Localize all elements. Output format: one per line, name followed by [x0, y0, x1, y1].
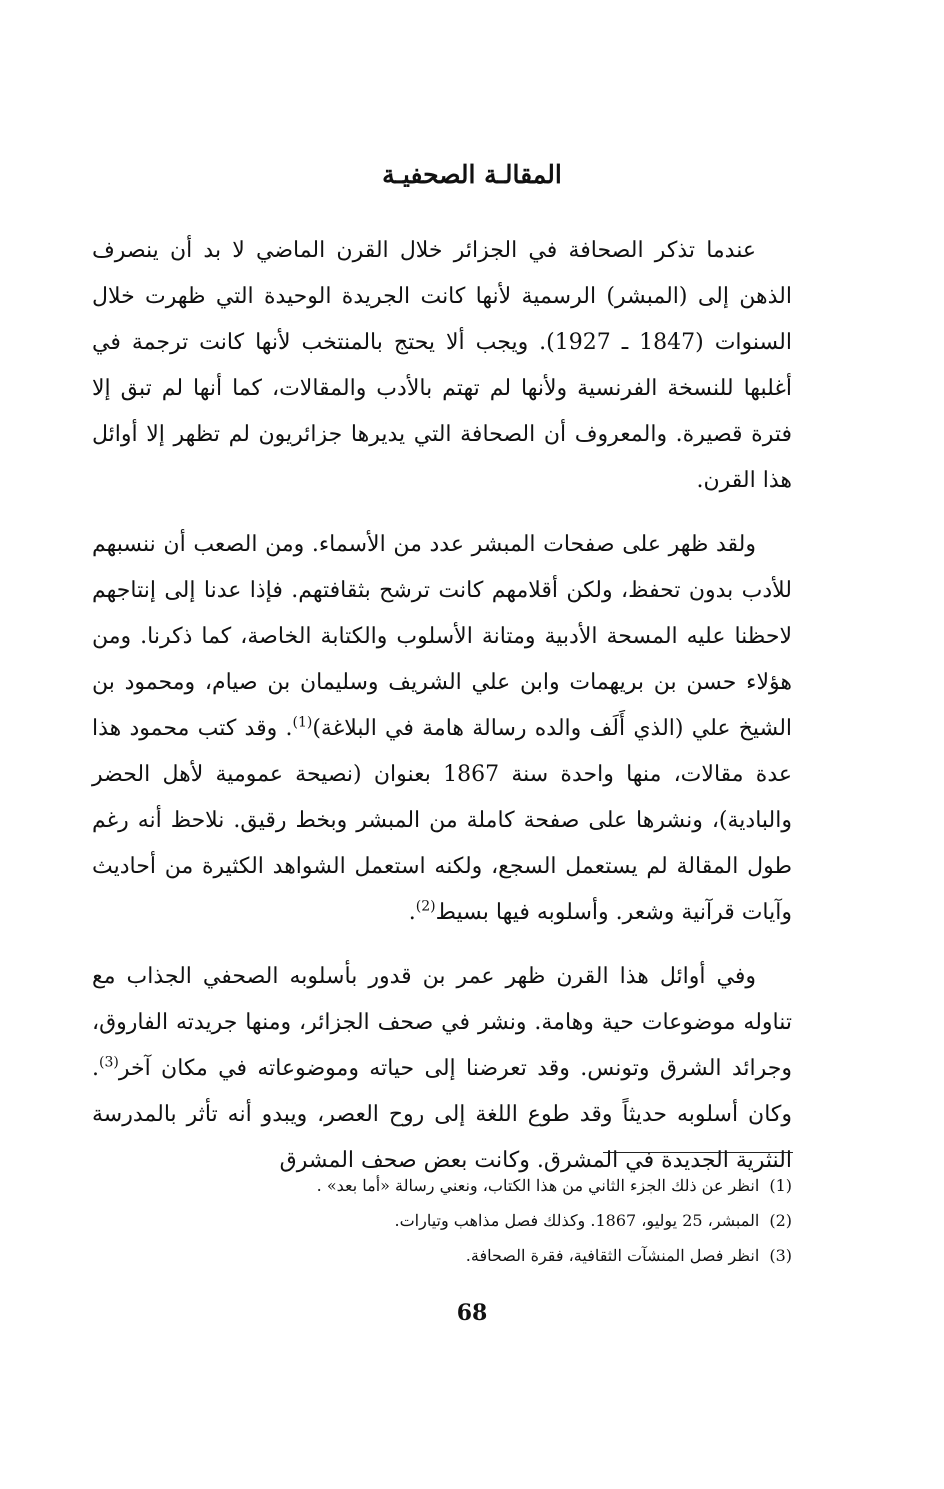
footnote-number: (2) [769, 1211, 792, 1230]
footnote-text: انظر عن ذلك الجزء الثاني من هذا الكتاب، ونعني رسالة «أما بعد» . [316, 1176, 760, 1195]
paragraph-2-text-a: ولقد ظهر على صفحات المبشر عدد من الأسماء. ومن الصعب أن ننسبهم للأدب بدون تحفظ، ولكن أقلامهم كانت ترشح بثقافتهم. فإذا عدنا إلى إنتاجهم لاحظنا عليه المسحة الأدبية ومتانة الأسلوب والكتابة الخاصة، كما ذكرنا. ومن هؤلاء حسن بن بريهمات وابن علي الشريف وسليمان بن صيام، ومحمود بن الشيخ علي (الذي أَلَف والده رسالة هامة في البلاغة) [92, 532, 793, 741]
footnote-ref-3[interactable]: (3) [99, 1054, 119, 1071]
paragraph-1 [92, 228, 792, 504]
paragraph-2-text-b: . وقد كتب محمود هذا عدة مقالات، منها واحدة سنة 1867 بعنوان (نصيحة عمومية لأهل الحضر والبادية)، ونشرها على صفحة كاملة من المبشر وبخط رقيق. نلاحظ أنه رغم طول المقالة لم يستعمل السجع، ولكنه استعمل الشواهد الكثيرة من أحاديث وآيات قرآنية وشعر. وأسلوبه فيها بسيط [92, 716, 792, 925]
paragraph-2-text-c: . [408, 900, 416, 925]
footnotes [150, 1168, 792, 1273]
footnote-ref-2[interactable]: (2) [415, 898, 436, 915]
paragraph-1-text: عندما تذكر الصحافة في الجزائر خلال القرن الماضي لا بد أن ينصرف الذهن إلى (المبشر) الرسمية لأنها كانت الجريدة الوحيدة التي ظهرت خلال السنوات (1847 ـ 1927). ويجب ألا يحتج بالمنتخب لأنها كانت ترجمة في أغلبها للنسخة الفرنسية ولأنها لم تهتم بالأدب والمقالات، كما أنها لم تبق إلا فترة قصيرة. والمعروف أن الصحافة التي يديرها جزائريون لم تظهر إلا أوائل هذا القرن. [92, 238, 792, 493]
paragraph-2 [92, 522, 792, 936]
paragraph-3-text-b: . وكان أسلوبه حديثاً وقد طوع اللغة إلى روح العصر، ويبدو أنه تأثر بالمدرسة النثرية الجديدة في المشرق. وكانت بعض صحف المشرق [92, 1056, 792, 1173]
footnote-item [150, 1203, 792, 1238]
footnote-number: (3) [769, 1246, 792, 1265]
footnote-number: (1) [769, 1176, 792, 1195]
section-title: المقالـة الصحفيـة [382, 160, 562, 189]
footnote-ref-1[interactable]: (1) [292, 714, 313, 731]
footnote-item [150, 1238, 792, 1273]
footnote-item [150, 1168, 792, 1203]
paragraph-3 [92, 954, 792, 1184]
footnote-text: انظر فصل المنشآت الثقافية، فقرة الصحافة. [465, 1246, 760, 1265]
footnote-divider [603, 1152, 793, 1153]
page-number: 68 [456, 1300, 488, 1326]
paragraph-3-text-a: وفي أوائل هذا القرن ظهر عمر بن قدور بأسلوبه الصحفي الجذاب مع تناوله موضوعات حية وهامة. ونشر في صحف الجزائر، ومنها جريدته الفاروق، وجرائد الشرق وتونس. وقد تعرضنا إلى حياته وموضوعاته في مكان آخر [92, 964, 792, 1081]
footnote-text: المبشر، 25 يوليو، 1867. وكذلك فصل مذاهب وتيارات. [394, 1211, 760, 1230]
body-text [92, 228, 792, 1202]
